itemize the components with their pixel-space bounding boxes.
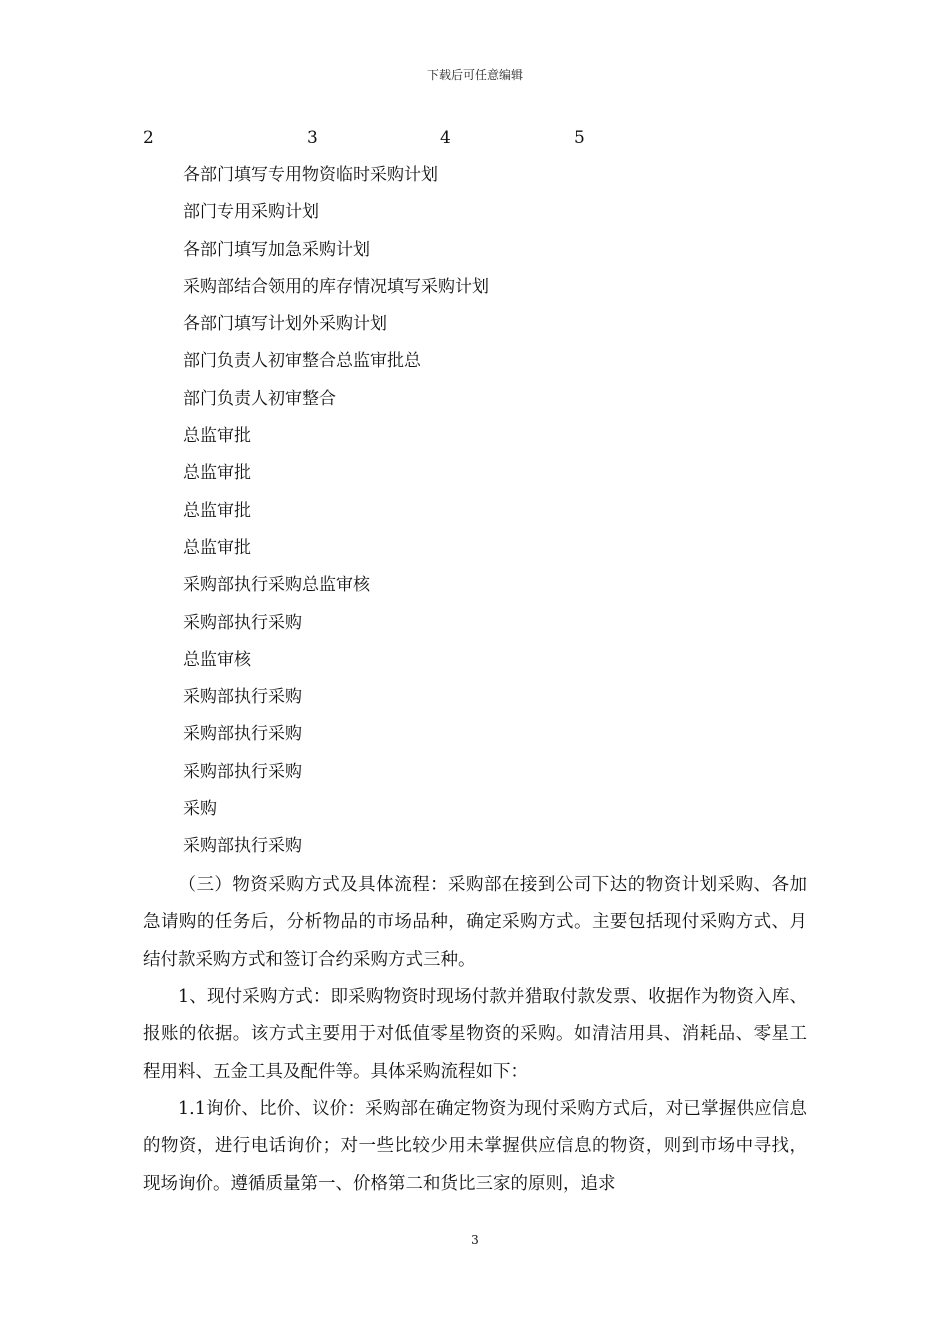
step-number: 3 bbox=[307, 128, 318, 148]
flow-line: 各部门填写加急采购计划 bbox=[183, 239, 370, 260]
flow-line: 部门负责人初审整合 bbox=[183, 388, 336, 409]
flow-line: 采购部执行采购总监审核 bbox=[183, 575, 370, 596]
paragraph-text: （三）物资采购方式及具体流程：采购部在接到公司下达的物资计划采购、各加急请购的任务后，分析物品的市场品种，确定采购方式。主要包括现付采购方式、月结付款采购方式和签订合约采购方式三种。 bbox=[143, 875, 807, 970]
flow-line: 采购部执行采购 bbox=[183, 836, 302, 857]
flow-line: 总监审批 bbox=[183, 463, 251, 484]
flow-line: 总监审批 bbox=[183, 426, 251, 447]
paragraph-cash-purchase bbox=[143, 979, 807, 1091]
flow-line: 总监审批 bbox=[183, 537, 251, 558]
flow-line: 采购部执行采购 bbox=[183, 687, 302, 708]
paragraph-text: 1、现付采购方式：即采购物资时现场付款并猎取付款发票、收据作为物资入库、报账的依据。该方式主要用于对低值零星物资的采购。如清洁用具、消耗品、零星工程用料、五金工具及配件等。具体采购流程如下： bbox=[143, 987, 807, 1082]
step-number: 5 bbox=[574, 128, 585, 148]
flow-line: 总监审批 bbox=[183, 500, 251, 521]
step-number: 2 bbox=[143, 128, 154, 148]
flow-line: 采购部执行采购 bbox=[183, 724, 302, 745]
flow-line: 部门负责人初审整合总监审批总 bbox=[183, 351, 421, 372]
page-number: 3 bbox=[471, 1233, 479, 1247]
paragraph-text: 1.1询价、比价、议价：采购部在确定物资为现付采购方式后，对已掌握供应信息的物资，进行电话询价；对一些比较少用未掌握供应信息的物资，则到市场中寻找，现场询价。遵循质量第一、价格第二和货比三家的原则，追求 bbox=[143, 1099, 807, 1194]
page-header: 下载后可任意编辑 bbox=[426, 68, 523, 82]
paragraph-inquiry bbox=[143, 1091, 807, 1203]
flow-line: 各部门填写专用物资临时采购计划 bbox=[183, 165, 438, 185]
flow-line-list bbox=[183, 161, 489, 870]
paragraph-purchase-methods bbox=[143, 867, 807, 979]
flow-line: 采购部执行采购 bbox=[183, 761, 302, 782]
flow-line: 采购 bbox=[183, 799, 217, 820]
flow-line: 各部门填写计划外采购计划 bbox=[183, 314, 387, 335]
flow-line: 采购部结合领用的库存情况填写采购计划 bbox=[183, 276, 489, 297]
flow-line: 部门专用采购计划 bbox=[183, 202, 319, 223]
flow-line: 总监审核 bbox=[183, 649, 251, 670]
flow-line: 采购部执行采购 bbox=[183, 612, 302, 633]
step-number: 4 bbox=[440, 128, 451, 148]
